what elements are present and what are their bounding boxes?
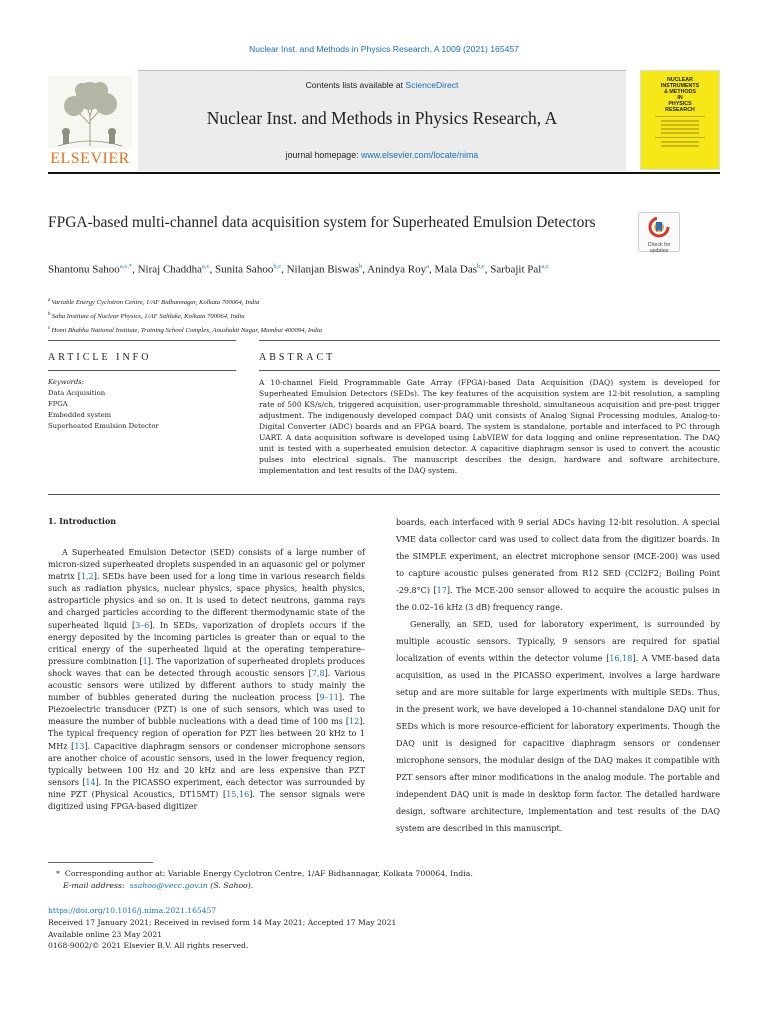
keyword-list <box>48 388 236 432</box>
front-matter-end-rule <box>48 494 720 495</box>
cover-title-line: INSTRUMENTS <box>660 83 700 89</box>
affiliation-marker: a <box>48 298 52 303</box>
cover-title-line: IN <box>677 95 683 101</box>
article-info-heading: ARTICLE INFO <box>48 352 152 363</box>
author-affiliation-marker[interactable]: b <box>359 263 363 270</box>
cover-title-line: NUCLEAR <box>667 77 693 83</box>
author-affiliation-marker[interactable]: a,c,* <box>119 263 133 270</box>
citation-link[interactable]: 7,8 <box>311 668 325 678</box>
doi-link[interactable]: https://doi.org/10.1016/j.nima.2021.165457 <box>48 906 217 915</box>
citation-link[interactable]: 16,18 <box>609 654 633 663</box>
journal-homepage <box>138 150 626 160</box>
author-email-link[interactable]: ssahoo@vecc.gov.in <box>129 881 208 890</box>
cover-divider <box>655 137 705 138</box>
corresponding-author-footnote <box>48 868 720 892</box>
affiliation <box>48 295 648 309</box>
author-affiliation-marker[interactable]: b,c <box>477 263 485 270</box>
footnote-star: * <box>56 869 65 878</box>
section-heading-introduction: 1. Introduction <box>48 516 117 526</box>
cover-title-line: RESEARCH <box>665 107 695 113</box>
abstract-rule <box>259 340 720 341</box>
author-affiliation-marker[interactable]: a <box>426 263 430 270</box>
homepage-link[interactable]: www.elsevier.com/locate/nima <box>360 150 479 160</box>
received-dates: Received 17 January 2021; Received in revised form 14 May 2021; Accepted 17 May 2021 <box>48 917 397 927</box>
copyright-line: 0168-9002/© 2021 Elsevier B.V. All rights reserved. <box>48 941 249 951</box>
online-date: Available online 23 May 2021 <box>48 929 163 939</box>
email-suffix: (S. Sahoo). <box>207 881 254 890</box>
author-name: Shantonu Sahoo <box>48 263 120 276</box>
author-name: Nilanjan Biswas <box>286 263 360 276</box>
affiliation <box>48 309 648 323</box>
keyword: Embedded system <box>48 411 112 419</box>
contents-prefix: Contents lists available at <box>305 80 406 90</box>
contents-availability <box>138 80 626 90</box>
keyword: Data Acquisition <box>48 389 106 397</box>
citation-link[interactable]: 17 <box>436 586 447 595</box>
keyword: FPGA <box>48 400 68 408</box>
citation-link[interactable]: 1,2 <box>80 572 94 582</box>
citation-link[interactable]: 9–11 <box>319 693 339 703</box>
cover-line <box>661 128 699 130</box>
body-paragraph: Generally, an SED, used for laboratory experiment, is surrounded by multiple acoustic sensors. Typically, 9 sensors are required for spatial localization of events within the detector volume [16,18]. A VME-based data acquisition, as used in the PICASSO experiment, involves a large hardware setup and are more suitable for large experiments with multiple SEDs. Thus, in the present work, we have developed a 10-channel standalone DAQ unit for SEDs which is more resource-efficient for laboratory experiments. Though the DAQ unit is designed for capacitive diaphragm sensors or condenser microphone sensors, the modular design of the DAQ makes it compatible with PZT sensors after minor modifications in the analog module. The portable and independent DAQ unit is made in desktop form factor. The detailed hardware design, software architecture, implementation and test results of the DAQ system are described in this manuscript. <box>396 620 720 833</box>
citation-link[interactable]: 12 <box>349 717 360 727</box>
publisher-name: ELSEVIER <box>50 150 130 167</box>
affiliation-text: Saha Institute of Nuclear Physics, 1/AF Saltlake, Kolkata 700064, India <box>51 313 245 321</box>
author-name: Mala Das <box>434 263 478 276</box>
author-affiliation-marker[interactable]: a,c <box>202 263 210 270</box>
homepage-prefix: journal homepage: <box>285 150 361 160</box>
cover-divider <box>655 116 705 117</box>
email-label: E-mail address: <box>63 881 125 890</box>
cover-line <box>661 141 699 143</box>
body-column-right <box>396 514 720 837</box>
citation-link[interactable]: 1 <box>142 656 148 666</box>
article-info-rule <box>48 340 236 341</box>
cover-title <box>645 77 715 113</box>
citation-link[interactable]: 13 <box>74 741 85 751</box>
check-updates-label: updates <box>649 248 669 254</box>
author-name: Sarbajit Pal <box>490 263 542 276</box>
author-affiliation-marker[interactable]: a,c <box>541 263 549 270</box>
author-list: Shantonu Sahoo$^{a,c,*}$, Niraj Chaddha$^{a,c}$, Sunita Sahoo$^{b,c}$, Nilanjan Biswas$^b$, Anindya Roy$^a$, Mala Das$^{b,c}$, Sarbajit Pal$^{a,c}$ <box>48 263 549 276</box>
bookmark-refresh-icon <box>648 216 670 238</box>
body-column-left <box>48 547 365 813</box>
abstract-text: A 10-channel Field Programmable Gate Array (FPGA)-based Data Acquisition (DAQ) system is developed for Superheated Emulsion Detectors (SEDs). The key features of the acquisition system are 12-bit resolution, a sampling rate of 500 KS/s/ch, triggered acquisition, user-programmable threshold, simultaneous acquisition and pre-post trigger adjustment. The indigenously developed compact DAQ unit consists of Analog Signal Processing modules, Analog-to-Digital Converter (ADC) boards and an FPGA board. The system is standalone, portable and interfaced to PC through UART. A data acquisition software is developed using LabVIEW for data logging and online representation. The DAQ unit is tested with a superheated emulsion detector. A capacitive diaphragm sensor is used to convert the acoustic pulses into electrical signals. The manuscript describes the design, hardware and software architecture, implementation and test results of the DAQ system. <box>259 378 720 475</box>
author-name: Sunita Sahoo <box>214 263 274 276</box>
citation-link[interactable]: 15,16 <box>226 789 250 799</box>
cover-title-line: & METHODS <box>664 89 696 95</box>
footnote-text: Corresponding author at: Variable Energy Cyclotron Centre, 1/AF Bidhannagar, Kolkata 700064, India. <box>64 869 473 878</box>
body-paragraph: boards, each interfaced with 9 serial ADCs having 12-bit resolution. A special VME data collector card was used to collect data from the digitizer boards. In the SIMPLE experiment, an electret microphone sensor (MCE-200) was used to capture acoustic pulses generated from R12 SED (CCl2F2; Boiling Point -29.8°C) [17]. The MCE-200 sensor allowed to acquire the acoustic pulses in the 0.02–16 kHz (3 dB) frequency range. <box>396 518 721 612</box>
cover-title-line: PHYSICS <box>668 101 692 107</box>
keywords-label: Keywords: <box>48 378 85 386</box>
author-name: Niraj Chaddha <box>137 263 203 276</box>
journal-reference-link[interactable]: Nuclear Inst. and Methods in Physics Research, A 1009 (2021) 165457 <box>249 44 519 54</box>
article-info-rule <box>48 370 236 371</box>
affiliation-marker: c <box>48 326 52 332</box>
citation-link[interactable]: 3–6 <box>135 620 150 630</box>
publication-info <box>48 905 720 952</box>
keywords-block <box>48 377 236 432</box>
cover-line <box>661 132 699 134</box>
article-title: FPGA-based multi-channel data acquisition system for Superheated Emulsion Detectors <box>48 214 596 231</box>
sciencedirect-link[interactable]: ScienceDirect <box>405 80 459 90</box>
affiliation-text: Homi Bhabha National Institute, Training School Complex, Anushakti Nagar, Mumbai 400094, India <box>51 327 323 335</box>
keyword: Superheated Emulsion Detector <box>48 422 159 430</box>
citation-link[interactable]: 14 <box>85 777 96 787</box>
check-updates-label: Check for <box>647 242 671 248</box>
affiliation-text: Variable Energy Cyclotron Centre, 1/AF Bidhannagar, Kolkata 700064, India <box>51 299 260 307</box>
journal-title: Nuclear Inst. and Methods in Physics Research, A <box>206 108 558 128</box>
masthead-top-rule <box>138 70 626 71</box>
cover-line <box>661 124 699 126</box>
affiliation-marker: b <box>48 312 52 318</box>
affiliation <box>48 323 648 337</box>
footnote-rule <box>48 862 153 863</box>
journal-reference[interactable] <box>0 44 768 54</box>
affiliation-list <box>48 295 648 338</box>
abstract-rule <box>259 370 720 371</box>
author-affiliation-marker[interactable]: b,c <box>273 263 282 270</box>
author-name: Anindya Roy <box>367 263 427 276</box>
masthead-bottom-rule <box>48 172 720 174</box>
abstract-heading: ABSTRACT <box>259 352 336 363</box>
check-for-updates-button[interactable] <box>638 212 680 252</box>
journal-cover-thumbnail[interactable] <box>640 70 720 170</box>
cover-line <box>661 145 699 147</box>
body-paragraph: A Superheated Emulsion Detector (SED) consists of a large number of micron-sized superheated droplets suspended in an aquasonic gel or polymer matrix [1,2]. SEDs have been used for a long time in various research fields such as radiation physics, nuclear physics, space physics, health physics, astroparticle physics and so on. It is used to detect neutrons, gamma rays and charged particles according to the different thermodynamic state of the superheated liquid [3–6]. In SEDs, vaporization of droplets occurs if the energy deposited by the incoming particles is greater than or equal to the critical energy of the superheated liquid at the operating temperature–pressure combination [1]. The vaporization of superheated droplets produces shock waves that can be detected through acoustic sensors [7,8]. Various acoustic sensors were utilized by different authors to study mainly the number of bubbles generated during the nucleation process [9–11]. The Piezoelectric transducer (PZT) is one of such sensors, which was used to measure the number of bubble nucleations with a dead time of 100 ms [12]. The typical frequency region of operation for PZT lies between 20 kHz to 1 MHz [13]. Capacitive diaphragm sensors or condenser microphone sensors are another choice of acoustic sensors, used in the lower frequency region, typically between 100 Hz and 20 kHz and are less expensive than PZT sensors [14]. In the PICASSO experiment, each detector was surrounded by nine PZT (Physical Acoustics, DT15MT) [15,16]. The sensor signals were digitized using FPGA-based digitizer <box>48 548 365 811</box>
cover-line <box>661 120 699 122</box>
